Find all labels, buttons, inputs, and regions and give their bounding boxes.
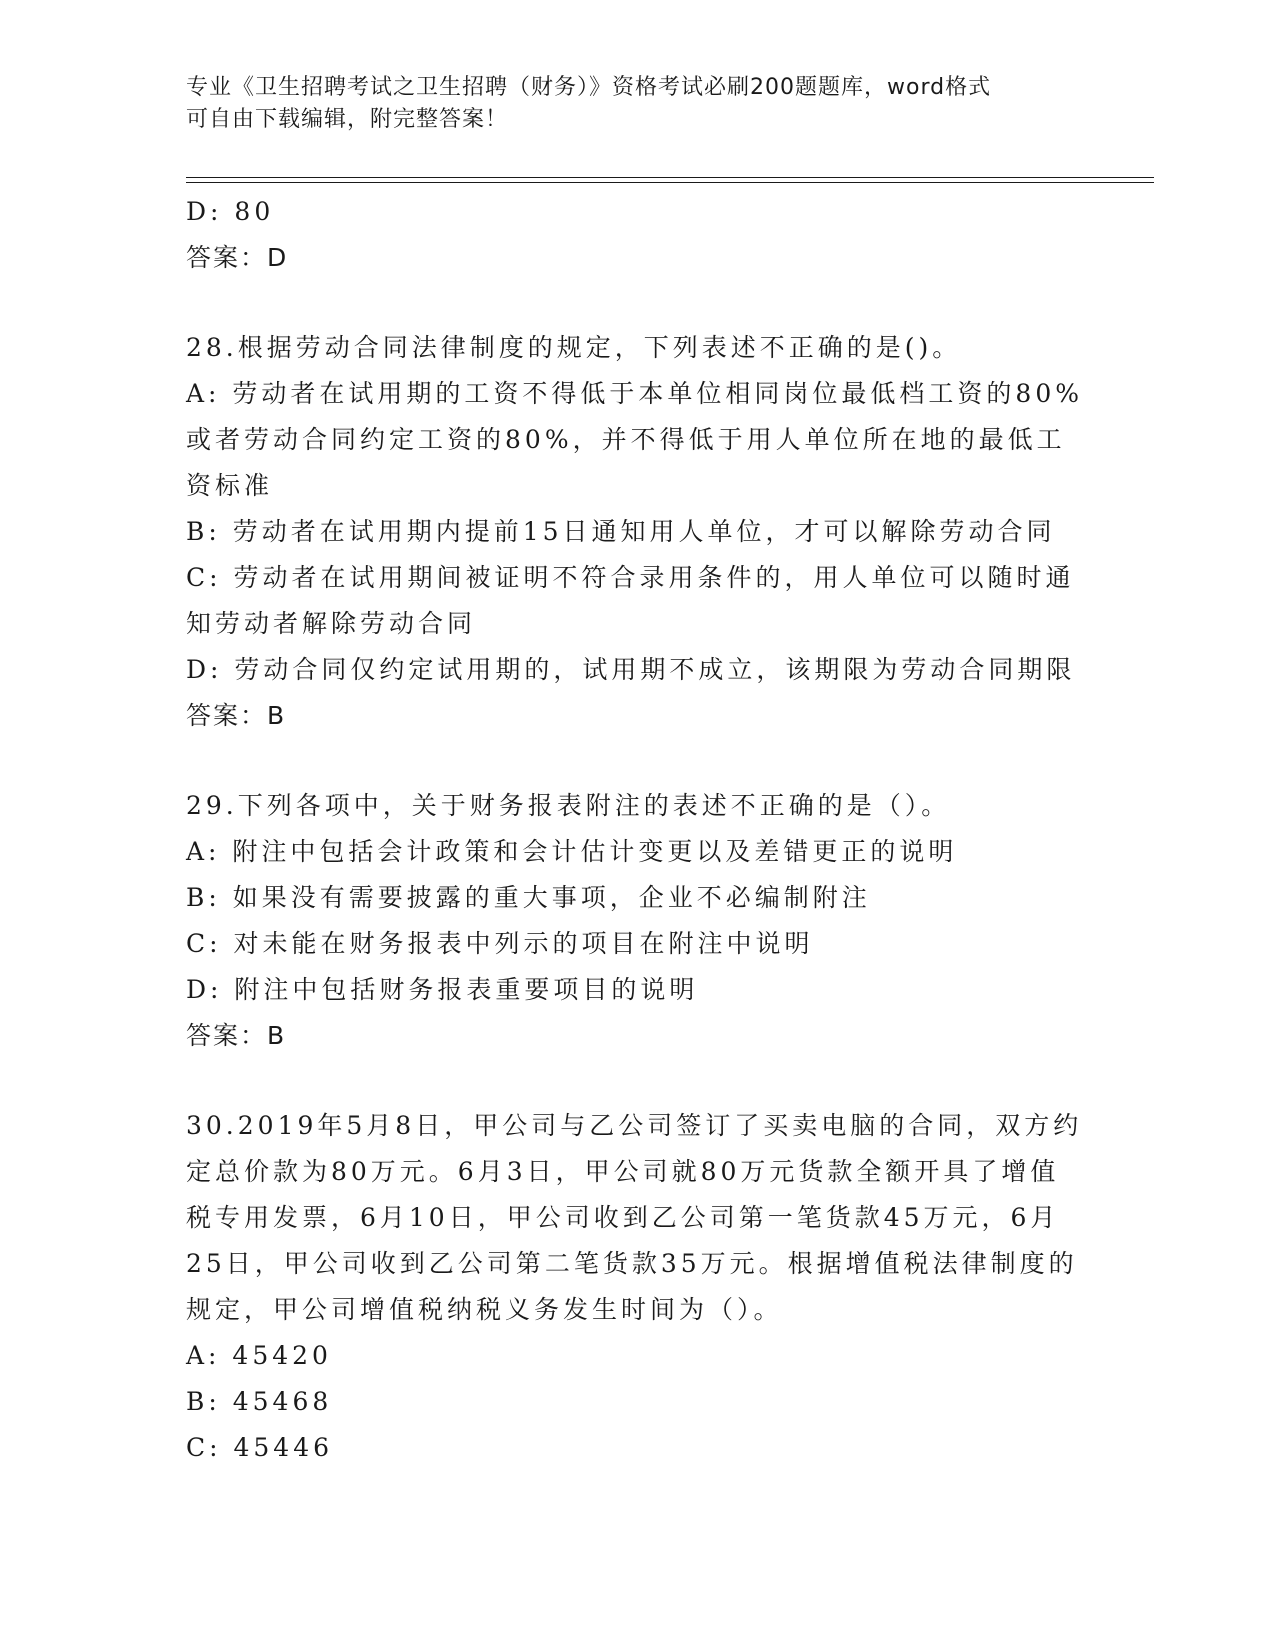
header-line-2: 可自由下载编辑，附完整答案！ [186,107,509,132]
question-stem-continued: 定总价款为80万元。6月3日，甲公司就80万元货款全额开具了增值 [186,1157,1060,1186]
option-a-continued: 资标准 [186,471,274,500]
option-c: C: 劳动者在试用期间被证明不符合录用条件的，用人单位可以随时通 [186,563,1075,592]
option-a-continued: 或者劳动合同约定工资的80%，并不得低于用人单位所在地的最低工 [186,425,1066,454]
question-stem-continued: 25日，甲公司收到乙公司第二笔货款35万元。根据增值税法律制度的 [186,1249,1078,1278]
question-stem: 28.根据劳动合同法律制度的规定，下列表述不正确的是()。 [186,333,962,362]
header-divider-top [186,177,1154,178]
option-c: C: 45446 [186,1433,334,1462]
option-d: D: 80 [186,197,275,226]
option-a: A: 劳动者在试用期的工资不得低于本单位相同岗位最低档工资的80% [186,379,1083,408]
previous-question-tail [186,189,1086,281]
question-28 [186,325,1086,739]
question-content [186,189,1086,1471]
option-a: A: 45420 [186,1341,332,1370]
option-d: D: 附注中包括财务报表重要项目的说明 [186,975,699,1004]
option-b: B: 如果没有需要披露的重大事项，企业不必编制附注 [186,883,871,912]
question-stem: 29.下列各项中，关于财务报表附注的表述不正确的是（）。 [186,791,951,820]
header-line-1: 专业《卫生招聘考试之卫生招聘（财务）》资格考试必刷200题题库，word格式 [186,75,992,100]
question-29 [186,783,1086,1059]
answer-line: 答案：D [186,243,289,272]
spacer [186,739,1086,783]
answer-line: 答案：B [186,1021,287,1050]
header-divider-bottom [186,182,1154,183]
spacer [186,1059,1086,1103]
option-b: B: 45468 [186,1387,333,1416]
option-c-continued: 知劳动者解除劳动合同 [186,609,477,638]
question-stem-continued: 税专用发票，6月10日，甲公司收到乙公司第一笔货款45万元，6月 [186,1203,1060,1232]
option-c: C: 对未能在财务报表中列示的项目在附注中说明 [186,929,814,958]
question-30 [186,1103,1086,1471]
option-a: A: 附注中包括会计政策和会计估计变更以及差错更正的说明 [186,837,958,866]
question-stem: 30.2019年5月8日，甲公司与乙公司签订了买卖电脑的合同，双方约 [186,1111,1083,1140]
document-header [186,72,1066,136]
option-b: B: 劳动者在试用期内提前15日通知用人单位，才可以解除劳动合同 [186,517,1056,546]
question-stem-continued: 规定，甲公司增值税纳税义务发生时间为（）。 [186,1295,783,1324]
answer-line: 答案：B [186,701,287,730]
spacer [186,281,1086,325]
option-d: D: 劳动合同仅约定试用期的，试用期不成立，该期限为劳动合同期限 [186,655,1076,684]
